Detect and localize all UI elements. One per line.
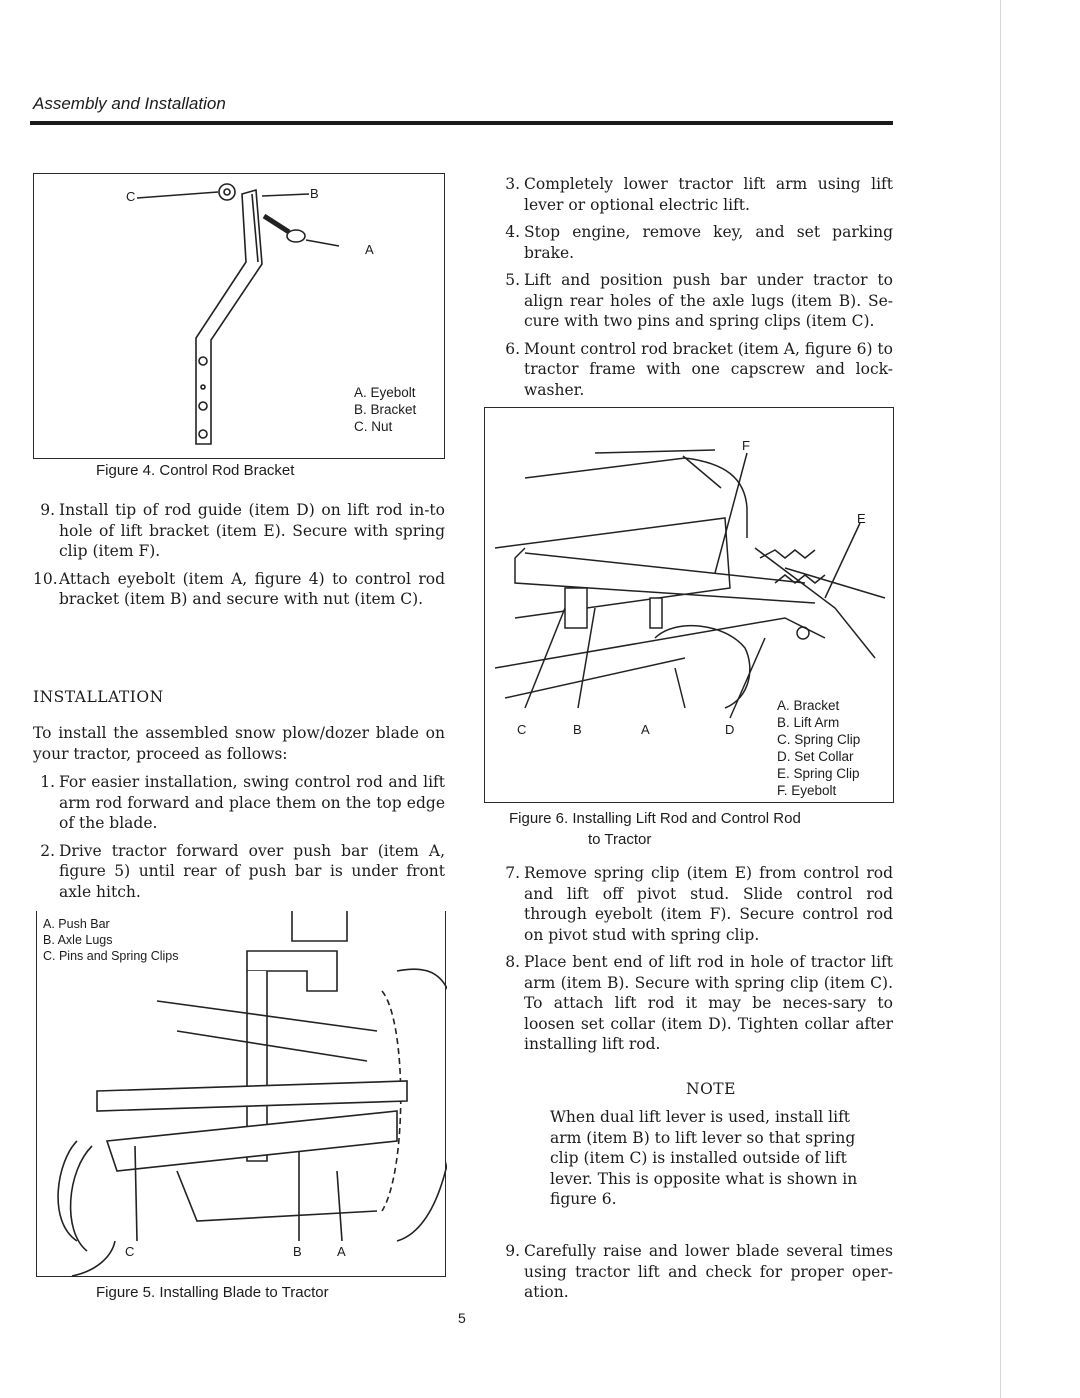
step-number: 10. [33,569,58,588]
figure-6-callout-b: B [573,722,582,737]
figure-6-caption-line-2: to Tractor [588,831,652,848]
step-text: Place bent end of lift rod in hole of tractor lift arm (item B). Secure with spring clip (item C). To attach lift rod it may be neces-sary to loosen set collar (item D). Tighten collar after installing lift rod. [524,953,893,1053]
step-number: 2. [40,841,55,860]
step-number: 7. [505,864,520,882]
figure-5-illustration [37,911,447,1277]
figure-4-callout-a: A [365,242,374,257]
figure-6-legend [777,697,860,799]
figure-6-callout-c: C [517,722,527,737]
figure-5-callout-c: C [125,1244,135,1259]
figure-6-legend-item: F. Eyebolt [777,783,837,798]
step-item [33,772,445,834]
step-text: For easier installation, swing control rod and lift arm rod forward and place them on the top edge of the blade. [59,773,445,832]
figure-6-caption-line-1: Figure 6. Installing Lift Rod and Control Rod [509,810,801,827]
right-steps-group-2 [498,863,893,1062]
left-steps-group-1 [33,500,445,617]
scan-edge-line [1000,0,1001,1398]
figure-5-legend-item: B. Axle Lugs [43,933,113,947]
step-item [498,174,893,215]
figure-5-legend-item: A. Push Bar [43,917,110,931]
step-text: Mount control rod bracket (item A, figure 6) to tractor frame with one capscrew and lock-washer. [524,339,893,399]
step-text: Completely lower tractor lift arm using lift lever or optional electric lift. [524,175,893,214]
figure-5-box [36,911,446,1277]
step-text: Install tip of rod guide (item D) on lift rod in-to hole of lift bracket (item E). Secure with spring clip (item F). [59,501,445,560]
step-text: Stop engine, remove key, and set parking brake. [524,223,893,262]
installation-heading: INSTALLATION [33,688,164,706]
step-text: Drive tractor forward over push bar (item A, figure 5) until rear of push bar is under front axle hitch. [59,841,445,901]
figure-4-legend-item: C. Nut [354,419,393,434]
figure-5-callout-a: A [337,1244,346,1259]
figure-6-callout-e: E [857,511,866,526]
step-item [498,339,893,401]
figure-6-legend-item: D. Set Collar [777,749,854,764]
step-item [498,270,893,332]
figure-6-legend-item: A. Bracket [777,698,840,713]
step-item [498,1241,893,1303]
figure-6-box [484,407,894,803]
installation-intro [33,723,445,909]
figure-6-callout-f: F [742,438,750,453]
step-item [498,863,893,945]
right-steps-group-3 [498,1241,893,1310]
step-item [498,952,893,1055]
figure-4-legend-item: A. Eyebolt [354,385,416,400]
figure-6-callout-a: A [641,722,650,737]
section-title: Assembly and Installation [33,94,226,113]
step-number: 5. [505,271,520,289]
header-rule [30,121,893,125]
step-number: 9. [40,501,55,519]
figure-6-legend-item: E. Spring Clip [777,766,860,781]
figure-5-callout-b: B [293,1244,302,1259]
step-number: 9. [505,1242,520,1260]
figure-4-legend [354,384,416,435]
figure-6-callout-d: D [725,722,735,737]
figure-5-legend-item: C. Pins and Spring Clips [43,949,179,963]
step-item [33,841,445,903]
note-heading: NOTE [686,1080,736,1098]
figure-6-legend-item: C. Spring Clip [777,732,861,747]
step-text: Carefully raise and lower blade several times using tractor lift and check for proper oper-ation. [524,1242,893,1301]
note-text: When dual lift lever is used, install lift arm (item B) to lift lever so that spring clip (item C) is installed outside of lift lever. This is opposite what is shown in figure 6. [550,1108,858,1208]
step-number: 4. [505,223,520,241]
figure-5-caption: Figure 5. Installing Blade to Tractor [96,1284,329,1301]
figure-4-callout-c: C [126,189,136,204]
step-number: 6. [505,339,520,358]
figure-4-legend-item: B. Bracket [354,402,417,417]
page-number: 5 [458,1310,466,1326]
figure-4-box [33,173,445,459]
step-text: Remove spring clip (item E) from control rod and lift off pivot stud. Slide control rod through eyebolt (item F). Secure control rod on pivot stud with spring clip. [524,864,893,944]
figure-4-caption: Figure 4. Control Rod Bracket [96,462,295,479]
intro-text: To install the assembled snow plow/dozer blade on your tractor, proceed as follows: [33,724,445,763]
figure-4-callout-b: B [310,186,319,201]
step-item [33,500,445,562]
step-text: Lift and position push bar under tractor to align rear holes of the axle lugs (item B). Se-cure with two pins and spring clips (item C). [524,271,893,330]
step-number: 3. [505,175,520,193]
step-number: 1. [40,773,55,791]
figure-6-legend-item: B. Lift Arm [777,715,840,730]
step-item [33,569,445,610]
figure-6-caption [509,808,801,850]
step-text: Attach eyebolt (item A, figure 4) to control rod bracket (item B) and secure with nut (item C). [59,569,445,608]
step-item [498,222,893,263]
step-number: 8. [505,953,520,971]
figure-5-legend [43,916,178,964]
right-steps-group-1 [498,174,893,407]
